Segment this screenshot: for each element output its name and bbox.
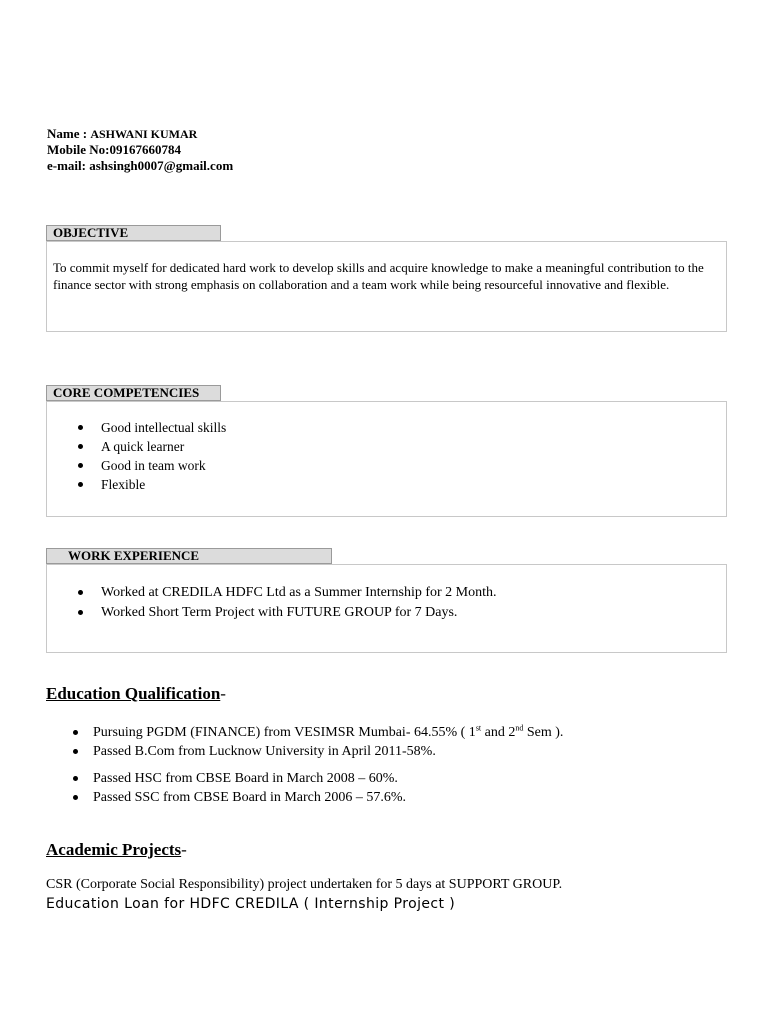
- education-heading: [46, 684, 226, 704]
- list-item: Flexible: [75, 475, 226, 494]
- objective-heading: OBJECTIVE: [46, 225, 221, 241]
- project-line-hdfc: Education Loan for HDFC CREDILA ( Internship Project ): [46, 896, 456, 912]
- contact-block: [47, 126, 233, 174]
- name-value: ASHWANI KUMAR: [90, 127, 198, 141]
- competencies-heading: CORE COMPETENCIES: [46, 385, 221, 401]
- project-line-csr: CSR (Corporate Social Responsibility) project undertaken for 5 days at SUPPORT GROUP.: [46, 877, 563, 892]
- mobile-line: Mobile No:09167660784: [47, 142, 181, 157]
- email-line: e-mail: ashsingh0007@gmail.com: [47, 158, 234, 173]
- competencies-list: [75, 418, 226, 494]
- education-heading-dash: -: [220, 684, 226, 703]
- projects-heading-text: Academic Projects: [46, 840, 182, 859]
- list-item: A quick learner: [75, 437, 226, 456]
- list-item: Good in team work: [75, 456, 226, 475]
- objective-text: To commit myself for dedicated hard work to develop skills and acquire knowledge to make a meaningful contribution to the finance sector with strong emphasis on collaboration and a team work while being resourceful innovative and flexible.: [53, 260, 704, 292]
- work-heading: WORK EXPERIENCE: [46, 548, 332, 564]
- projects-heading: [46, 840, 187, 860]
- education-heading-text: Education Qualification: [46, 684, 221, 703]
- work-box: [46, 564, 727, 653]
- list-item: Passed SSC from CBSE Board in March 2006 – 57.6%.: [73, 788, 563, 807]
- education-list: [73, 723, 563, 807]
- objective-box: [46, 241, 727, 332]
- list-item: Passed B.Com from Lucknow University in April 2011-58%.: [73, 742, 563, 761]
- list-item: Passed HSC from CBSE Board in March 2008 – 60%.: [73, 769, 563, 788]
- list-item: Worked Short Term Project with FUTURE GROUP for 7 Days.: [75, 603, 497, 623]
- list-item: Worked at CREDILA HDFC Ltd as a Summer Internship for 2 Month.: [75, 583, 497, 603]
- projects-heading-dash: -: [181, 840, 187, 859]
- list-item: Good intellectual skills: [75, 418, 226, 437]
- competencies-box: [46, 401, 727, 517]
- work-list: [75, 583, 497, 622]
- list-item: Pursuing PGDM (FINANCE) from VESIMSR Mumbai- 64.55% ( 1st and 2nd Sem ).: [73, 723, 563, 742]
- name-label: Name :: [47, 126, 91, 141]
- name-line: [47, 126, 233, 142]
